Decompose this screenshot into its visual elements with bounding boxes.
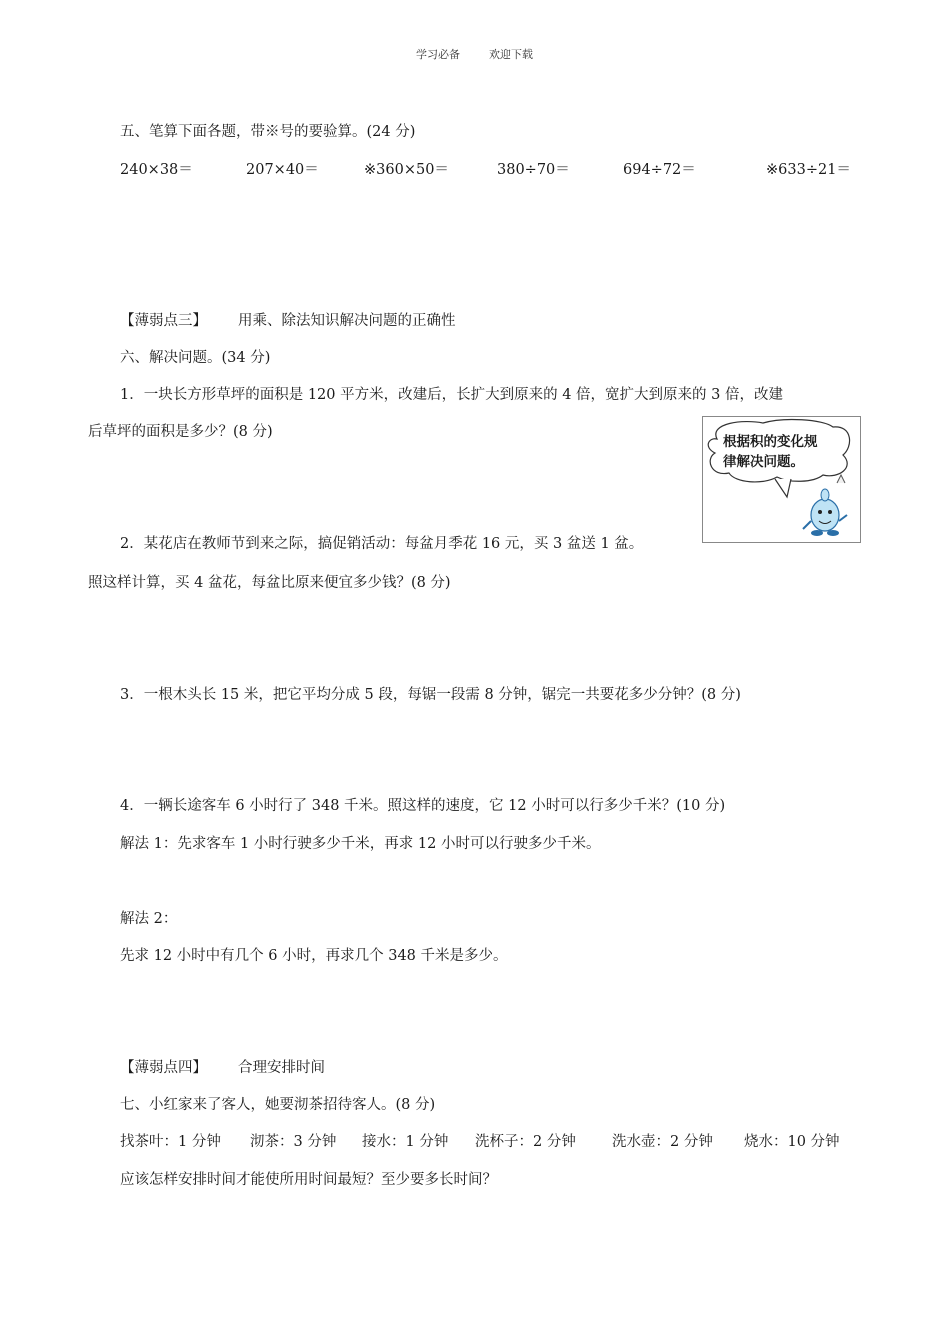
task-6: 烧水：10 分钟 xyxy=(744,1134,840,1150)
problem-1: 240×38＝ xyxy=(120,162,193,178)
section5-title: 五、笔算下面各题，带※号的要验算。(24 分) xyxy=(120,124,416,140)
question-4-method-2-label: 解法 2： xyxy=(120,911,178,927)
task-5: 洗水壶：2 分钟 xyxy=(612,1134,713,1150)
question-1-line1: 1．一块长方形草坪的面积是 120 平方米，改建后，长扩大到原来的 4 倍，宽扩大到原来的 3 倍，改建 xyxy=(120,387,784,403)
problem-3: ※360×50＝ xyxy=(364,162,449,178)
bubble-text-line1: 根据积的变化规 xyxy=(723,434,818,450)
header-right: 欢迎下载 xyxy=(489,48,533,61)
task-2: 沏茶：3 分钟 xyxy=(250,1134,337,1150)
weak-point-3-tag: 【薄弱点三】 xyxy=(120,313,207,329)
question-2-line1: 2．某花店在教师节到来之际，搞促销活动：每盆月季花 16 元，买 3 盆送 1 盆。 xyxy=(120,536,644,552)
problem-5: 694÷72＝ xyxy=(623,162,696,178)
problem-6: ※633÷21＝ xyxy=(766,162,851,178)
question-1-line2: 后草坪的面积是多少？(8 分) xyxy=(88,424,273,440)
question-4-method-2: 先求 12 小时中有几个 6 小时，再求几个 348 千米是多少。 xyxy=(120,948,508,964)
question-3: 3．一根木头长 15 米，把它平均分成 5 段，每锯一段需 8 分钟，锯完一共要花多少分钟？(8 分) xyxy=(120,687,741,703)
weak-point-4-tag: 【薄弱点四】 xyxy=(120,1060,207,1076)
section6-title: 六、解决问题。(34 分) xyxy=(120,350,271,366)
weak-point-4-topic: 合理安排时间 xyxy=(238,1060,325,1076)
task-1: 找茶叶：1 分钟 xyxy=(120,1134,221,1150)
problem-2: 207×40＝ xyxy=(246,162,319,178)
bubble-text-line2: 律解决问题。 xyxy=(723,454,804,470)
problem-4: 380÷70＝ xyxy=(497,162,570,178)
question-4: 4．一辆长途客车 6 小时行了 348 千米。照这样的速度，它 12 小时可以行多少千米？(10 分) xyxy=(120,798,726,814)
header-left: 学习必备 xyxy=(416,48,460,61)
task-3: 接水：1 分钟 xyxy=(362,1134,449,1150)
weak-point-3-topic: 用乘、除法知识解决问题的正确性 xyxy=(238,313,456,329)
section7-question: 应该怎样安排时间才能使所用时间最短？至少要多长时间？ xyxy=(120,1172,497,1188)
question-4-method-1: 解法 1：先求客车 1 小时行驶多少千米，再求 12 小时可以行驶多少千米。 xyxy=(120,836,601,852)
hint-illustration xyxy=(702,416,861,543)
task-4: 洗杯子：2 分钟 xyxy=(475,1134,576,1150)
question-2-line2: 照这样计算，买 4 盆花，每盆比原来便宜多少钱？(8 分) xyxy=(88,575,451,591)
section7-title: 七、小红家来了客人，她要沏茶招待客人。(8 分) xyxy=(120,1097,436,1113)
